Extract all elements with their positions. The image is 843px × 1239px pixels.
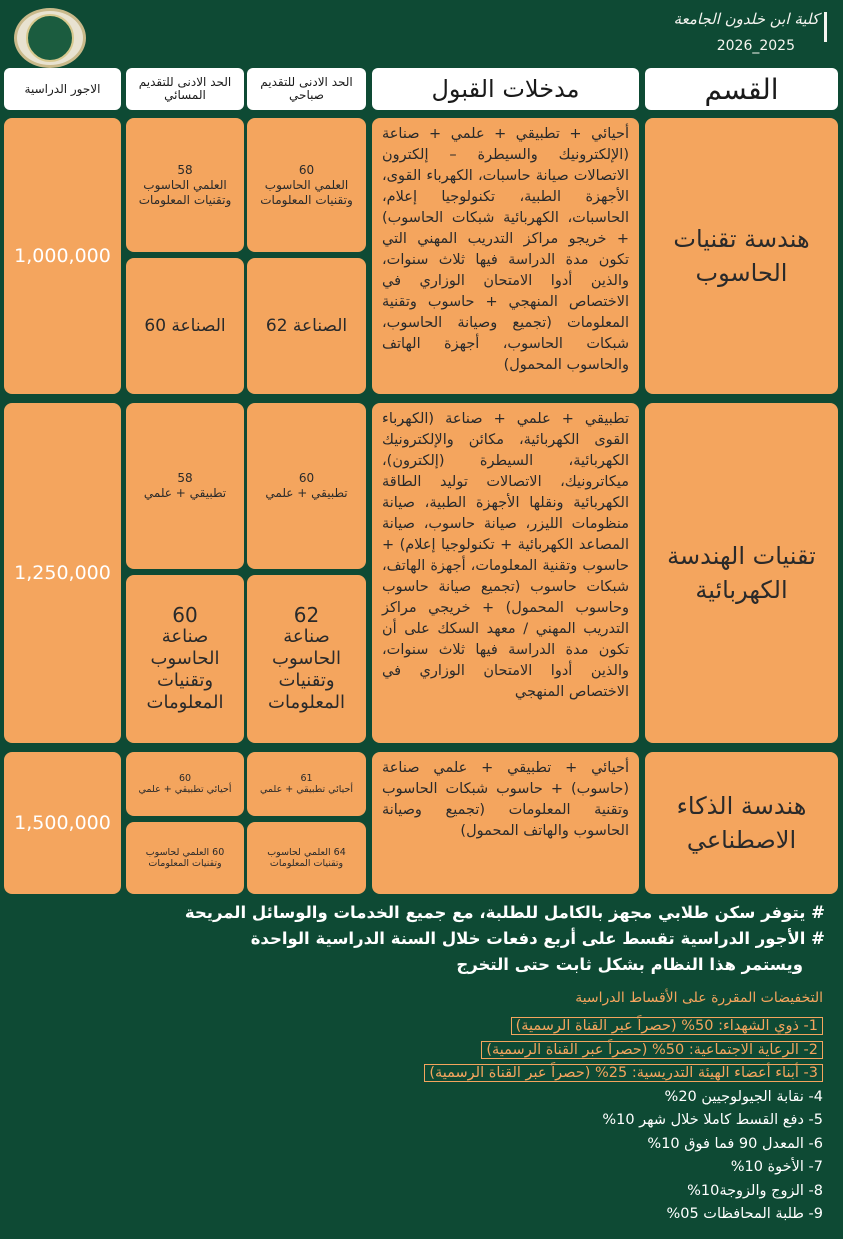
row3-evening-b: 60 العلمي لحاسوب وتقنيات المعلومات: [126, 822, 244, 894]
row3-morning-a-text: أحيائي تطبيقي + علمي: [260, 784, 353, 795]
row2-morning-a-text: تطبيقي + علمي: [265, 486, 348, 500]
row2-department: تقنيات الهندسة الكهربائية: [645, 403, 838, 743]
college-logo: [14, 8, 86, 68]
row1-evening-a-num: 58: [177, 162, 193, 177]
college-name: كلية ابن خلدون الجامعة: [673, 10, 819, 28]
row1-morning-a-text: العلمي الحاسوب وتقنيات المعلومات: [260, 177, 353, 207]
row2-morning-a-num: 60: [298, 471, 315, 485]
row3-morning-a: [247, 752, 366, 816]
row2-fees: 1,250,000: [4, 403, 121, 743]
row3-inputs: أحيائي + تطبيقي + علمي صناعة (حاسوب) + حاسوب شبكات الحاسوب وتقنية المعلومات (تجميع وصيانة الحاسوب والهاتف المحمول): [372, 752, 639, 894]
row2-evening-b: [126, 575, 244, 743]
row3-evening-a-num: 60: [178, 773, 192, 784]
discount-item: 9- طلبة المحافظات 05%: [666, 1206, 823, 1222]
row2-morning-a: [247, 403, 366, 569]
row3-fees: 1,500,000: [4, 752, 121, 894]
discount-item: 4- نقابة الجيولوجيين 20%: [664, 1088, 823, 1105]
row2-morning-b-text: صناعة الحاسوب وتقنيات المعلومات: [268, 626, 345, 713]
row1-evening-a: [126, 118, 244, 252]
discounts-title: التخفيضات المقررة على الأقساط الدراسية: [575, 990, 823, 1006]
row1-inputs: أحيائي + تطبيقي + علمي + صناعة (الإلكترونيك والسيطرة – إلكترون الاتصالات صيانة حاسبات، الكهرباء القوى، الأجهزة الطبية، تكنولوجيا إعلام، الحاسبات، الكهربائية شبكات الحاسوب) + خريجو مراكز التدريب المهني التي تكون مدة الدراسة فيها ثلاث سنوات، والذين أدوا الامتحان الوزاري في الاختصاص المنهجي + حاسوب وتقنية المعلومات (تجميع وصيانة الحاسوب، شبكات الحاسوب، أجهزة الهاتف والحاسوب المحمول): [372, 118, 639, 394]
row1-morning-a: [247, 118, 366, 252]
row2-morning-b: [247, 575, 366, 743]
note-installments: # الأجور الدراسية تقسط على أربع دفعات خلال السنة الدراسية الواحدة: [250, 929, 825, 948]
row1-evening-b: الصناعة 60: [126, 258, 244, 394]
column-header-min-evening: الحد الادنى للتقديم المسائي: [126, 68, 244, 110]
column-header-inputs: مدخلات القبول: [372, 68, 639, 110]
discount-item: 3- أبناء أعضاء الهيئة التدريسية: 25% (حصراً عبر القناة الرسمية): [424, 1062, 823, 1086]
column-header-fees: الاجور الدراسية: [4, 68, 121, 110]
note-housing: # يتوفر سكن طلابي مجهز بالكامل للطلبة، مع جميع الخدمات والوسائل المريحة: [184, 903, 825, 922]
discount-item: 1- ذوي الشهداء: 50% (حصراً عبر القناة الرسمية): [424, 1015, 823, 1039]
row2-morning-b-num: 62: [293, 603, 320, 627]
discount-item: 6- المعدل 90 فما فوق 10%: [647, 1135, 823, 1152]
row1-department: هندسة تقنيات الحاسوب: [645, 118, 838, 394]
row3-evening-a: [126, 752, 244, 816]
row1-fees: 1,000,000: [4, 118, 121, 394]
row1-evening-a-text: العلمي الحاسوب وتقنيات المعلومات: [138, 177, 232, 207]
row2-evening-b-text: صناعة الحاسوب وتقنيات المعلومات: [146, 626, 224, 713]
row3-morning-a-num: 61: [300, 773, 313, 784]
row2-evening-b-num: 60: [172, 603, 198, 627]
note-installments-continued: ويستمر هذا النظام بشكل ثابت حتى التخرج: [456, 955, 803, 974]
header-divider: [824, 12, 827, 42]
row2-evening-a: [126, 403, 244, 569]
academic-year: 2026_2025: [716, 38, 795, 54]
row1-morning-b: الصناعة 62: [247, 258, 366, 394]
row3-evening-a-text: أحيائي تطبيقي + علمي: [138, 784, 232, 795]
discount-item: 5- دفع القسط كاملا خلال شهر 10%: [602, 1112, 823, 1128]
row1-morning-a-num: 60: [298, 162, 315, 177]
column-header-min-morning: الحد الادنى للتقديم صباحي: [247, 68, 366, 110]
row3-morning-b: 64 العلمي لحاسوب وتقنيات المعلومات: [247, 822, 366, 894]
row3-department: هندسة الذكاء الاصطناعي: [645, 752, 838, 894]
row2-evening-a-text: تطبيقي + علمي: [143, 486, 227, 500]
row2-inputs: تطبيقي + علمي + صناعة (الكهرباء القوى الكهربائية، مكائن والإلكترونيك الكهربائية، السيطرة (إلكترون)، ميكاترونيك، الاتصالات توليد الطاقة الكهربائية ونقلها الأجهزة الطبية، صيانة منظومات الليزر، صيانة حاسوب، صيانة المصاعد الكهربائية + تكنولوجيا إعلام) + حاسوب وتقنية المعلومات، أجهزة الهاتف، شبكات حاسوب (تجميع صيانة حاسوب وحاسوب المحمول) + خريجي مراكز التدريب المهني / معهد السكك على أن تكون مدة الدراسة فيها ثلاث سنوات، والذين أدوا الامتحان الوزاري في الاختصاص المنهجي: [372, 403, 639, 743]
row2-evening-a-num: 58: [177, 471, 193, 485]
discounts-list: [424, 1015, 823, 1227]
discount-item: 8- الزوج والزوجة10%: [687, 1182, 823, 1199]
column-header-department: القسم: [645, 68, 838, 110]
discount-item: 2- الرعاية الاجتماعية: 50% (حصراً عبر القناة الرسمية): [424, 1039, 823, 1063]
discount-item: 7- الأخوة 10%: [730, 1159, 823, 1175]
